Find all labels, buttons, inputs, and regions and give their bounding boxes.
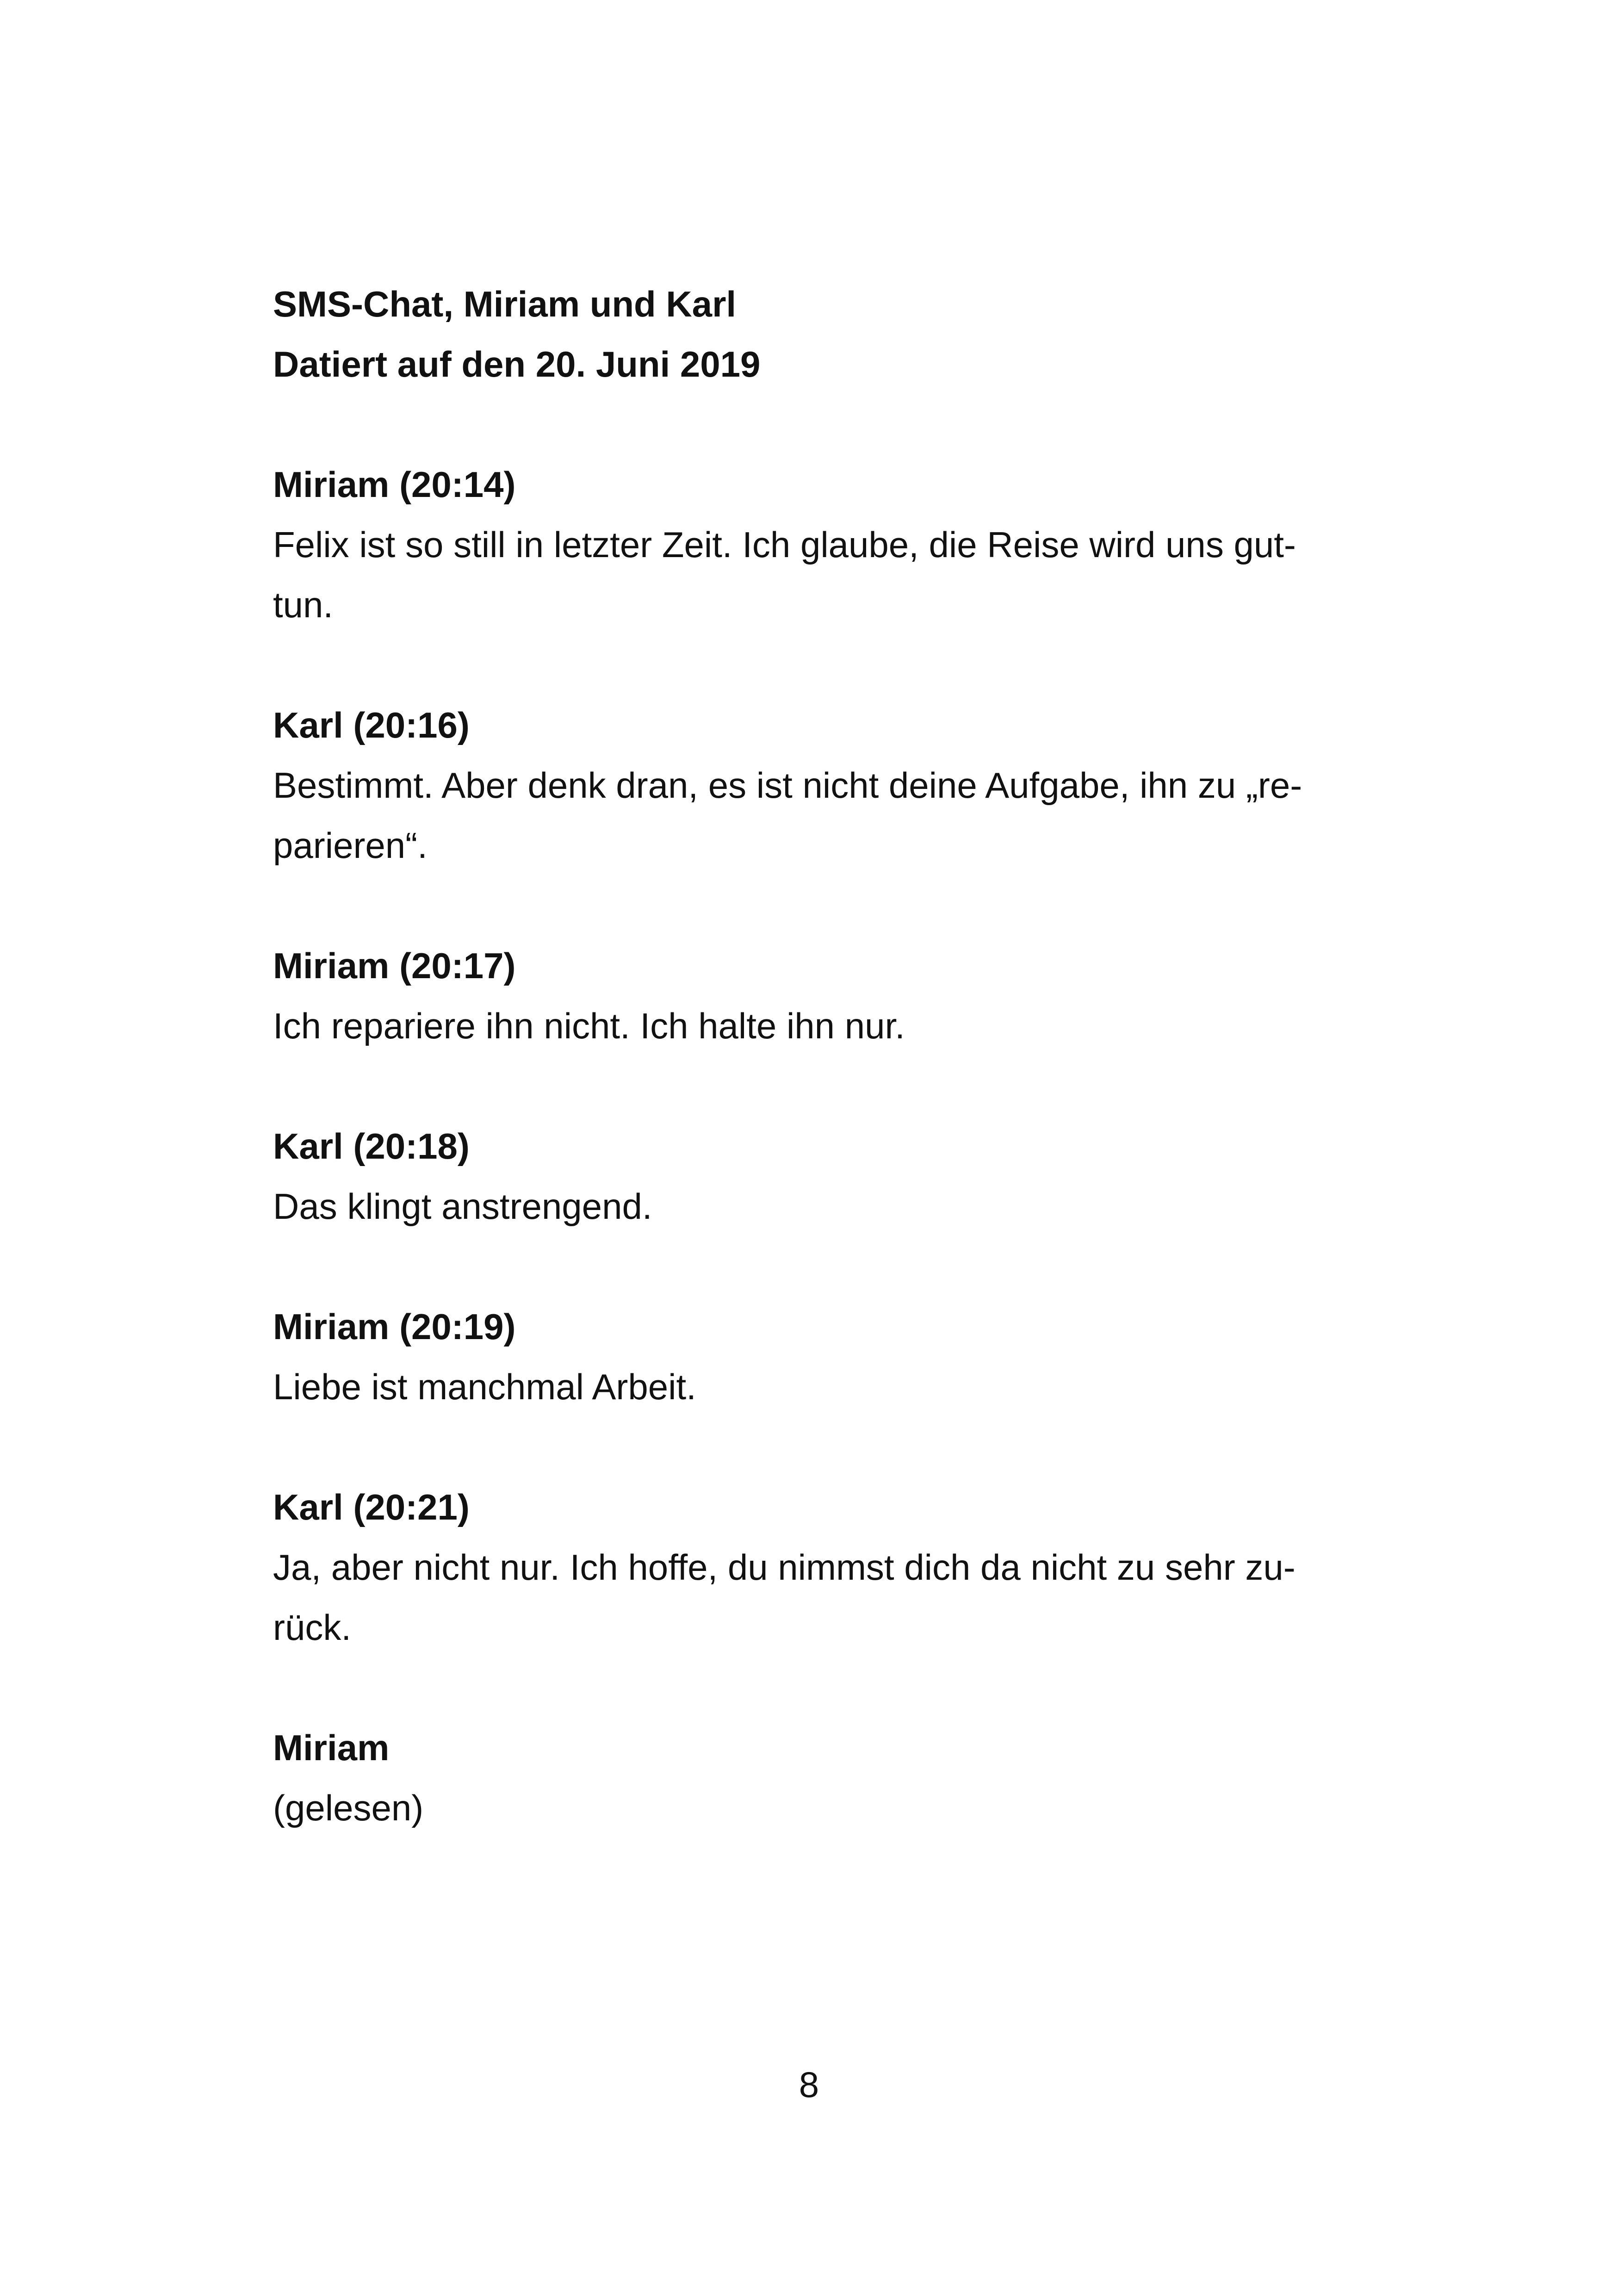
chat-entry (273, 1718, 1356, 1838)
page-content (273, 274, 1356, 1838)
heading-title: SMS-Chat, Miriam und Karl (273, 284, 737, 324)
speaker-label: Karl (20:16) (273, 705, 470, 745)
chat-entry (273, 1477, 1356, 1657)
page-number: 8 (799, 2064, 819, 2105)
speaker-label: Karl (20:21) (273, 1487, 470, 1527)
message-line: Felix ist so still in letzter Zeit. Ich glaube, die Reise wird uns gut- (273, 524, 1296, 565)
chat-entry (273, 695, 1356, 875)
message-line: Das klingt anstrengend. (273, 1186, 652, 1227)
heading-date: Datiert auf den 20. Juni 2019 (273, 344, 761, 385)
message-line: parieren“. (273, 825, 428, 866)
message-line: Ja, aber nicht nur. Ich hoffe, du nimmst dich da nicht zu sehr zu- (273, 1547, 1296, 1588)
speaker-label: Karl (20:18) (273, 1126, 470, 1167)
message-line: tun. (273, 584, 334, 625)
chat-entry (273, 1297, 1356, 1417)
document-heading (273, 274, 1356, 394)
message-line: Ich repariere ihn nicht. Ich halte ihn nur. (273, 1005, 905, 1046)
message-line: Bestimmt. Aber denk dran, es ist nicht deine Aufgabe, ihn zu „re- (273, 765, 1302, 806)
speaker-label: Miriam (20:19) (273, 1306, 516, 1347)
speaker-label: Miriam (20:17) (273, 945, 516, 986)
speaker-label: Miriam (273, 1727, 390, 1768)
message-line: rück. (273, 1607, 352, 1648)
message-line: (gelesen) (273, 1787, 424, 1828)
chat-entry (273, 454, 1356, 635)
speaker-label: Miriam (20:14) (273, 464, 516, 505)
chat-entry (273, 1116, 1356, 1236)
message-line: Liebe ist manchmal Arbeit. (273, 1366, 696, 1407)
chat-entry (273, 936, 1356, 1056)
